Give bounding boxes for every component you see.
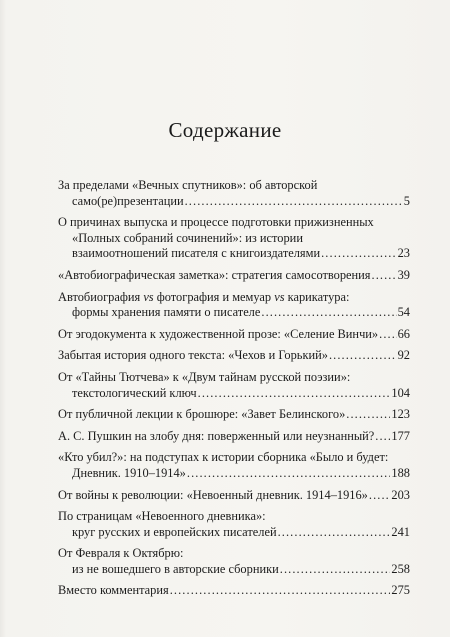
toc-entry: [58, 215, 410, 262]
dot-leader: [278, 525, 391, 541]
toc-entry: [58, 348, 410, 364]
toc-entry-line: Дневник. 1910–1914»: [72, 465, 186, 480]
dot-leader: [329, 348, 397, 364]
dot-leader: [372, 268, 397, 284]
toc-entry-line: От войны к революции: «Невоенный дневник. 1914–1916»: [58, 487, 368, 502]
toc-entry-line: «Полных собраний сочинений»: из истории: [72, 230, 303, 245]
toc-page-number: 39: [397, 267, 410, 282]
toc-page-number: 275: [391, 583, 410, 598]
dot-leader: [375, 429, 390, 445]
toc-entry-line: само(ре)презентации: [72, 193, 184, 208]
toc-entry-line: «Кто убил?»: на подступах к истории сборника «Было и будет:: [58, 450, 389, 465]
toc-entry: [58, 268, 410, 284]
toc-entry-line: От «Тайны Тютчева» к «Двум тайнам русской поэзии»:: [58, 369, 351, 384]
dot-leader: [280, 562, 391, 578]
dot-leader: [185, 194, 403, 210]
toc-page-number: 23: [397, 246, 410, 261]
toc-entry: [58, 583, 410, 599]
toc-page-number: 241: [391, 524, 410, 539]
dot-leader: [379, 327, 396, 343]
toc-entry-line: От эгодокумента к художественной прозе: «Селение Винчи»: [58, 326, 379, 341]
toc-entry: [58, 370, 410, 401]
toc-page-number: 66: [397, 326, 410, 341]
table-of-contents: [58, 178, 410, 605]
toc-page-number: 203: [391, 487, 410, 502]
dot-leader: [198, 386, 391, 402]
toc-entry-line: По страницам «Невоенного дневника»:: [58, 509, 266, 524]
toc-entry-line: Вместо комментария: [58, 583, 169, 598]
toc-page-number: 188: [391, 465, 410, 480]
toc-entry-line: Автобиография vs фотография и мемуар vs карикатура:: [58, 289, 350, 304]
toc-entry: [58, 178, 410, 209]
toc-entry-line: Забытая история одного текста: «Чехов и Горький»: [58, 348, 328, 363]
toc-entry-line: текстологический ключ: [72, 385, 197, 400]
dot-leader: [369, 488, 391, 504]
toc-entry-line: из не вошедшего в авторские сборники: [72, 561, 279, 576]
toc-page-number: 177: [391, 428, 410, 443]
dot-leader: [321, 246, 397, 262]
toc-entry: [58, 290, 410, 321]
page-title: Содержание: [168, 118, 282, 142]
toc-page-number: 123: [391, 407, 410, 422]
toc-entry-line: От Февраля к Октябрю:: [58, 546, 184, 561]
dot-leader: [261, 305, 396, 321]
toc-entry-line: круг русских и европейских писателей: [72, 524, 277, 539]
toc-page-number: 92: [397, 348, 410, 363]
toc-entry-line: От публичной лекции к брошюре: «Завет Белинского»: [58, 407, 346, 422]
toc-entry: [58, 407, 410, 423]
dot-leader: [170, 583, 391, 599]
toc-entry-line: А. С. Пушкин на злобу дня: поверженный или неузнанный?: [58, 428, 375, 443]
toc-entry: [58, 450, 410, 481]
toc-entry-line: О причинах выпуска и процессе подготовки прижизненных: [58, 215, 374, 230]
toc-page-number: 54: [397, 305, 410, 320]
toc-entry-line: За пределами «Вечных спутников»: об авторской: [58, 178, 318, 192]
toc-entry: [58, 429, 410, 445]
toc-entry: [58, 488, 410, 504]
toc-entry: [58, 546, 410, 577]
dot-leader: [187, 466, 391, 482]
toc-entry-line: «Автобиографическая заметка»: стратегия самосотворения: [58, 267, 371, 282]
toc-entry: [58, 327, 410, 343]
toc-entry: [58, 509, 410, 540]
toc-page-number: 5: [403, 193, 410, 208]
toc-entry-line: взаимоотношений писателя с книгоиздателями: [72, 246, 321, 261]
toc-page-number: 104: [391, 385, 410, 400]
toc-page-number: 258: [391, 561, 410, 576]
toc-entry-line: формы хранения памяти о писателе: [72, 305, 261, 320]
dot-leader: [346, 407, 390, 423]
